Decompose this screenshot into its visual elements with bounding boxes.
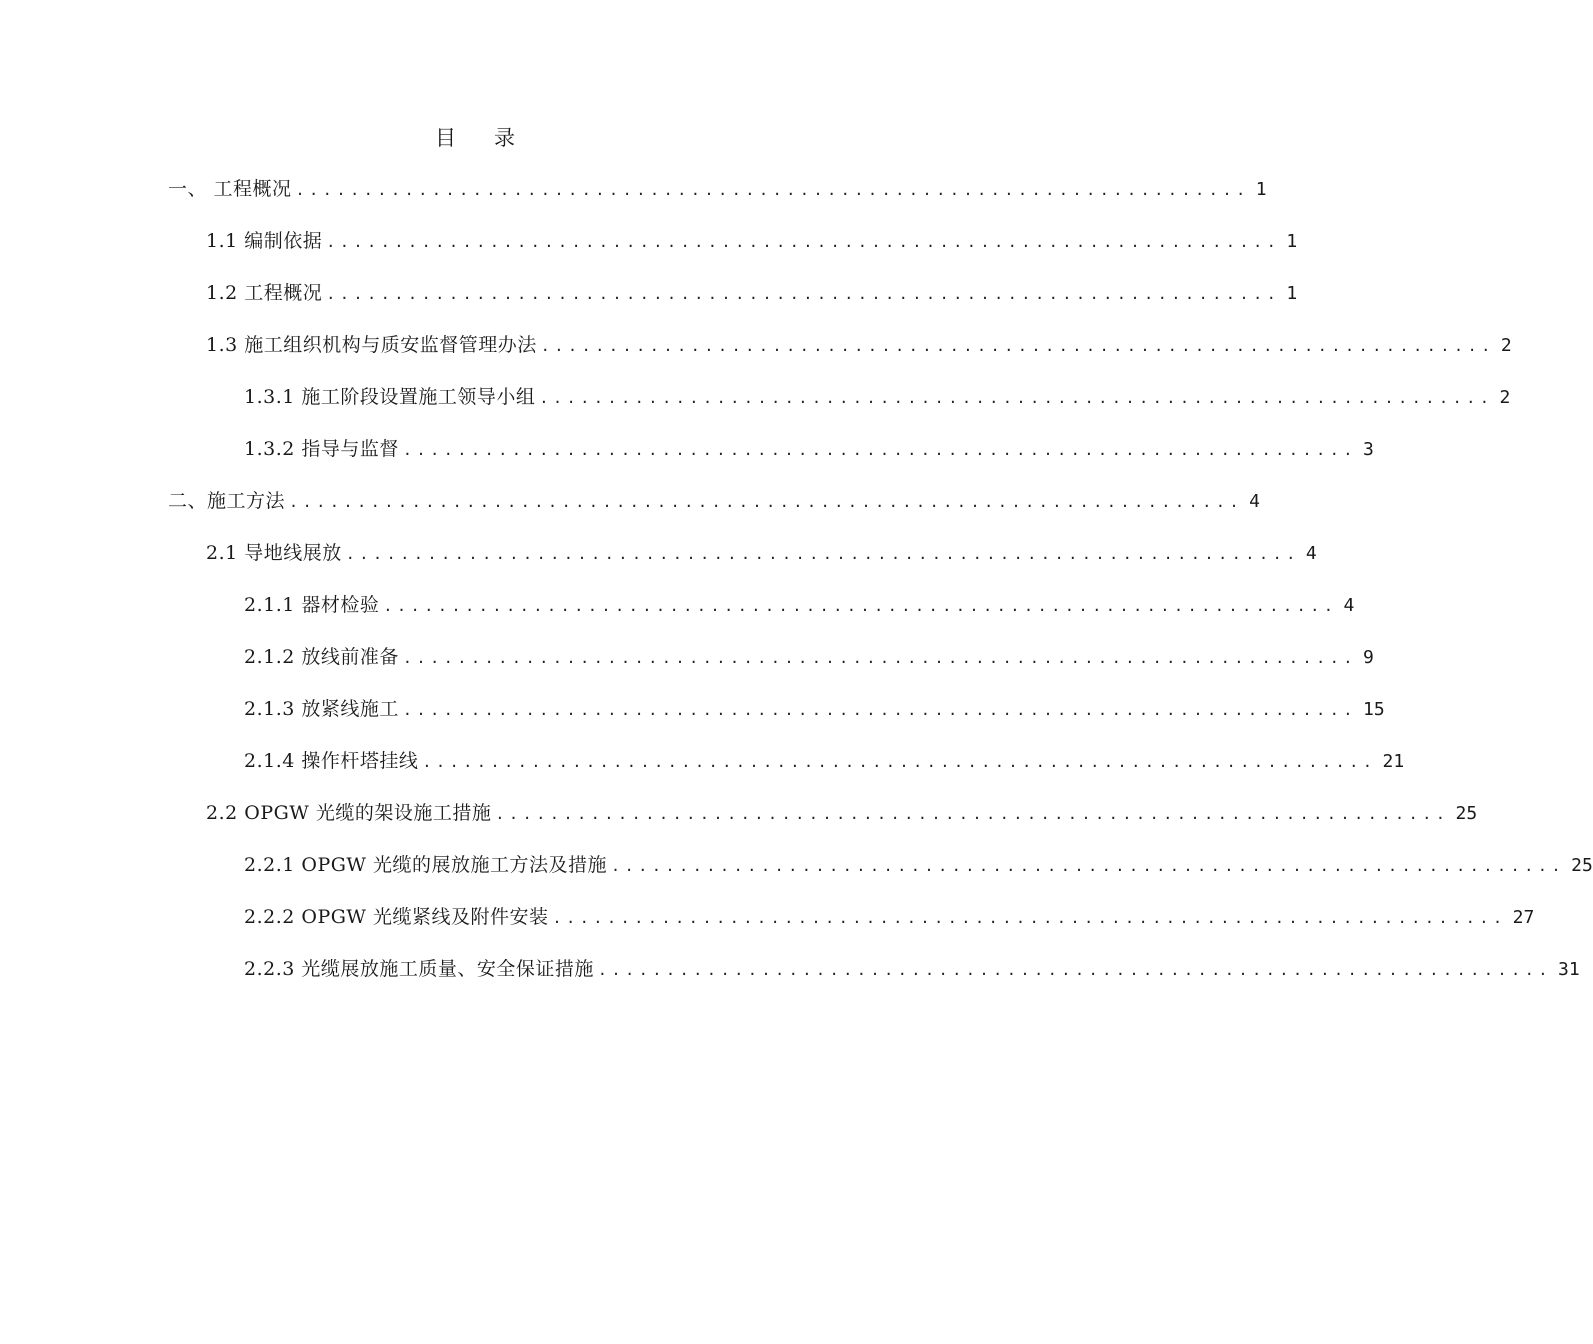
toc-entry-label: 2.2.1 OPGW 光缆的展放施工方法及措施 [244,854,607,876]
toc-entry-page: 21 [1382,751,1405,772]
toc-entry-label: 2.1 导地线展放 [206,542,342,564]
toc-entry-page: 31 [1558,959,1580,980]
toc-entry[interactable] [244,747,1405,775]
toc-entry[interactable] [168,487,1261,515]
toc-entry-label: 2.1.1 器材检验 [244,594,380,616]
toc-leader-dots: ...................................................................... [422,753,1377,771]
toc-leader-dots: ...................................................................... [402,701,1358,719]
toc-entry[interactable] [244,383,1511,411]
toc-entry[interactable] [244,903,1535,931]
toc-entry-label: 1.3.1 施工阶段设置施工领导小组 [244,386,536,408]
toc-entry-page: 27 [1512,907,1535,928]
toc-entry-page: 2 [1499,387,1511,408]
toc-entry-page: 25 [1455,803,1478,824]
toc-leader-dots: ...................................................................... [295,181,1250,199]
toc-entry[interactable] [244,591,1355,619]
toc-entry-page: 9 [1363,647,1374,668]
toc-entry-page: 1 [1286,283,1298,304]
toc-title [0,122,950,152]
toc-entry-page: 4 [1343,595,1355,616]
toc-leader-dots: ...................................................................... [402,441,1358,459]
toc-entry[interactable] [244,435,1374,463]
toc-entry-page: 1 [1286,231,1298,252]
toc-leader-dots: ...................................................................... [326,285,1281,303]
toc-entry-page: 1 [1255,179,1267,200]
toc-entry[interactable] [244,695,1385,723]
toc-entry-page: 4 [1305,543,1317,564]
toc-entry-label: 1.2 工程概况 [206,282,323,304]
toc-entry-label: 2.2.2 OPGW 光缆紧线及附件安装 [244,906,549,928]
toc-entry-page: 2 [1500,335,1512,356]
toc-entry-page: 3 [1363,439,1374,460]
toc-entry-label: 2.2.3 光缆展放施工质量、安全保证措施 [244,958,594,980]
toc-entry-page: 4 [1249,491,1261,512]
toc-entry-page: 15 [1363,699,1385,720]
toc-leader-dots: ...................................................................... [495,805,1450,823]
toc-entry[interactable] [244,643,1374,671]
toc-leader-dots: ...................................................................... [402,649,1358,667]
toc-entry[interactable] [206,331,1512,359]
toc-entry-label: 2.1.2 放线前准备 [244,646,399,668]
toc-entry-label: 2.1.3 放紧线施工 [244,698,399,720]
toc-entry[interactable] [206,279,1298,307]
toc-entry[interactable] [206,539,1317,567]
toc-entry-label: 一、 工程概况 [168,178,292,200]
toc-leader-dots: ...................................................................... [552,909,1507,927]
toc-entry[interactable] [244,955,1580,983]
toc-leader-dots: ...................................................................... [326,233,1281,251]
toc-entry[interactable] [244,851,1593,879]
toc-leader-dots: ...................................................................... [345,545,1300,563]
toc-title-char-1: 目 [435,126,456,150]
toc-leader-dots: ...................................................................... [539,389,1494,407]
toc-leader-dots: ...................................................................... [597,961,1553,979]
toc-leader-dots: ...................................................................... [289,493,1244,511]
toc-leader-dots: ...................................................................... [383,597,1338,615]
toc-leader-dots: ...................................................................... [611,857,1566,875]
toc-entry-label: 1.3.2 指导与监督 [244,438,399,460]
toc-entry[interactable] [206,227,1298,255]
toc-entry-label: 二、施工方法 [168,490,286,512]
toc-entry[interactable] [206,799,1478,827]
toc-entry-label: 1.1 编制依据 [206,230,323,252]
toc-entry-label: 2.1.4 操作杆塔挂线 [244,750,419,772]
toc-entry-page: 25 [1571,855,1593,876]
toc-entry[interactable] [168,175,1267,203]
toc-leader-dots: ...................................................................... [540,337,1495,355]
toc-entry-label: 1.3 施工组织机构与质安监督管理办法 [206,334,537,356]
toc-entry-label: 2.2 OPGW 光缆的架设施工措施 [206,802,492,824]
toc-title-char-2: 录 [494,126,515,150]
